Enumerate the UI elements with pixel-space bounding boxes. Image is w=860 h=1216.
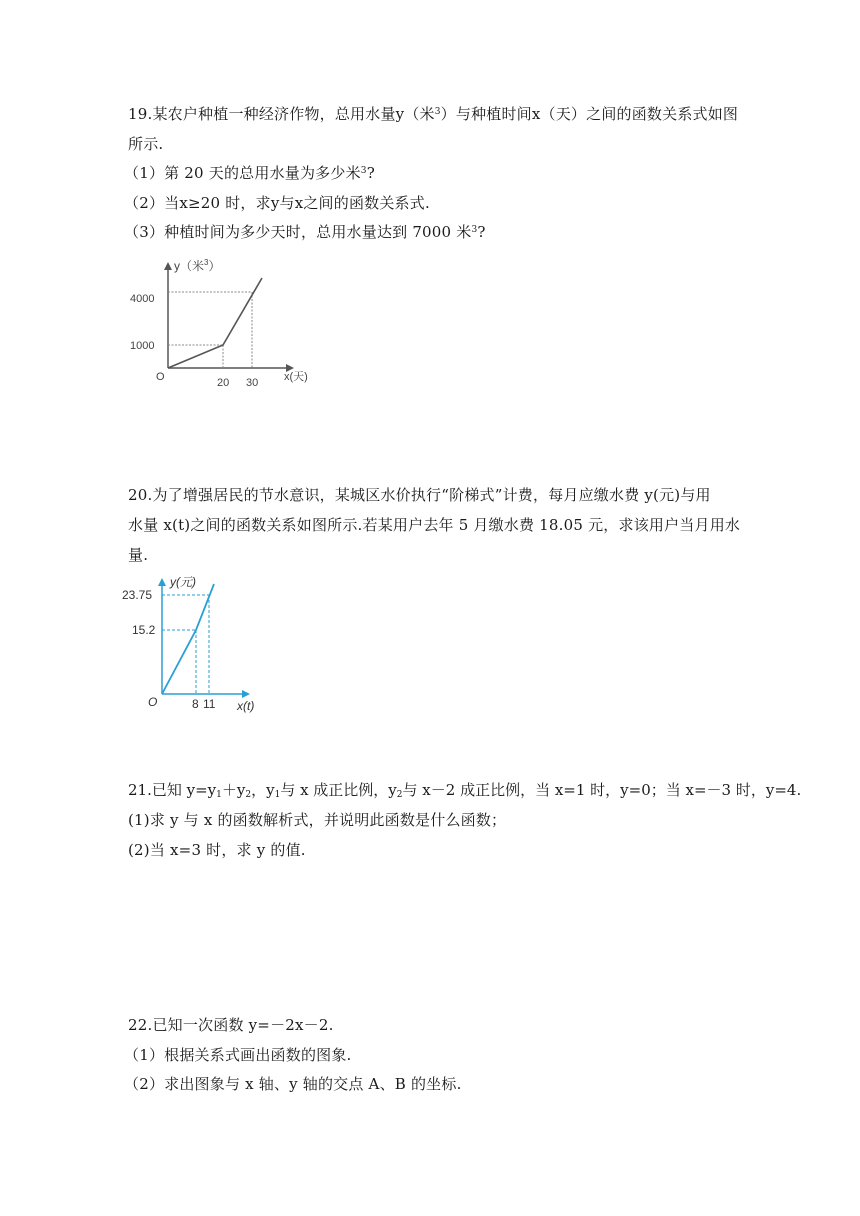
q19-stem-line2: 所示.: [128, 135, 164, 153]
q20-y-tick-15.2: 15.2: [132, 623, 156, 637]
q19-y-axis-label: y（米$^3$）: [174, 258, 221, 273]
q19-y-axis-arrow: [164, 262, 172, 270]
q20-origin-label: O: [148, 695, 158, 709]
q20-function-line: [162, 584, 214, 694]
q20-y-axis-label: y(元): [170, 575, 196, 589]
q20-y-tick-23.75: 23.75: [122, 588, 153, 602]
q20-x-tick-11: 11: [203, 697, 216, 711]
q19-graph: [126, 252, 326, 392]
q19-y-tick-4000: 4000: [130, 293, 155, 305]
q20-stem-line2: 水量 x(t)之间的函数关系如图所示.若某用户去年 5 月缴水费 18.05 元，求该用户当月用水: [128, 516, 741, 534]
q20-stem-line1: 20.为了增强居民的节水意识，某城区水价执行“阶梯式”计费，每月应缴水费 y(元)与用: [128, 486, 711, 504]
q20-stem-line3: 量.: [128, 546, 149, 564]
q20-x-axis-arrow: [242, 690, 250, 698]
q19-part3: （3）种植时间为多少天时，总用水量达到 7000 米$^3$?: [124, 223, 486, 241]
q19-part2: （2）当x≥20 时，求y与x之间的函数关系式.: [124, 194, 430, 212]
q20-x-tick-8: 8: [192, 697, 199, 711]
q22-part1: （1）根据关系式画出函数的图象.: [124, 1046, 352, 1064]
q21-part2: (2)当 x=3 时，求 y 的值.: [128, 841, 306, 859]
q20-y-axis-arrow: [158, 578, 166, 586]
q21-stem: 21.已知 $y=y_1+y_2$，$y_1$与 x 成正比例，$y_2$与 x－2 成正比例，当 x=1 时，y=0；当 x=－3 时，y=4.: [128, 781, 802, 800]
q21-part1: (1)求 y 与 x 的函数解析式，并说明此函数是什么函数；: [128, 811, 507, 829]
q19-x-tick-20: 20: [217, 377, 230, 389]
q19-x-axis-label: x(天): [284, 371, 308, 383]
q19-y-tick-1000: 1000: [130, 340, 155, 352]
q22-part2: （2）求出图象与 x 轴、y 轴的交点 A、B 的坐标.: [124, 1075, 462, 1093]
q19-part1: （1）第 20 天的总用水量为多少米$^3$?: [124, 164, 375, 182]
q19-stem-line1: 19.某农户种植一种经济作物，总用水量y（米$^3$）与种植时间x（天）之间的函数关系式如图: [128, 105, 739, 123]
q20-graph: [120, 574, 270, 714]
q20-x-axis-label: x(t): [237, 699, 255, 713]
q19-origin-label: O: [156, 371, 165, 383]
q19-x-tick-30: 30: [246, 377, 259, 389]
q22-stem: 22.已知一次函数 y=－2x－2.: [128, 1016, 334, 1034]
